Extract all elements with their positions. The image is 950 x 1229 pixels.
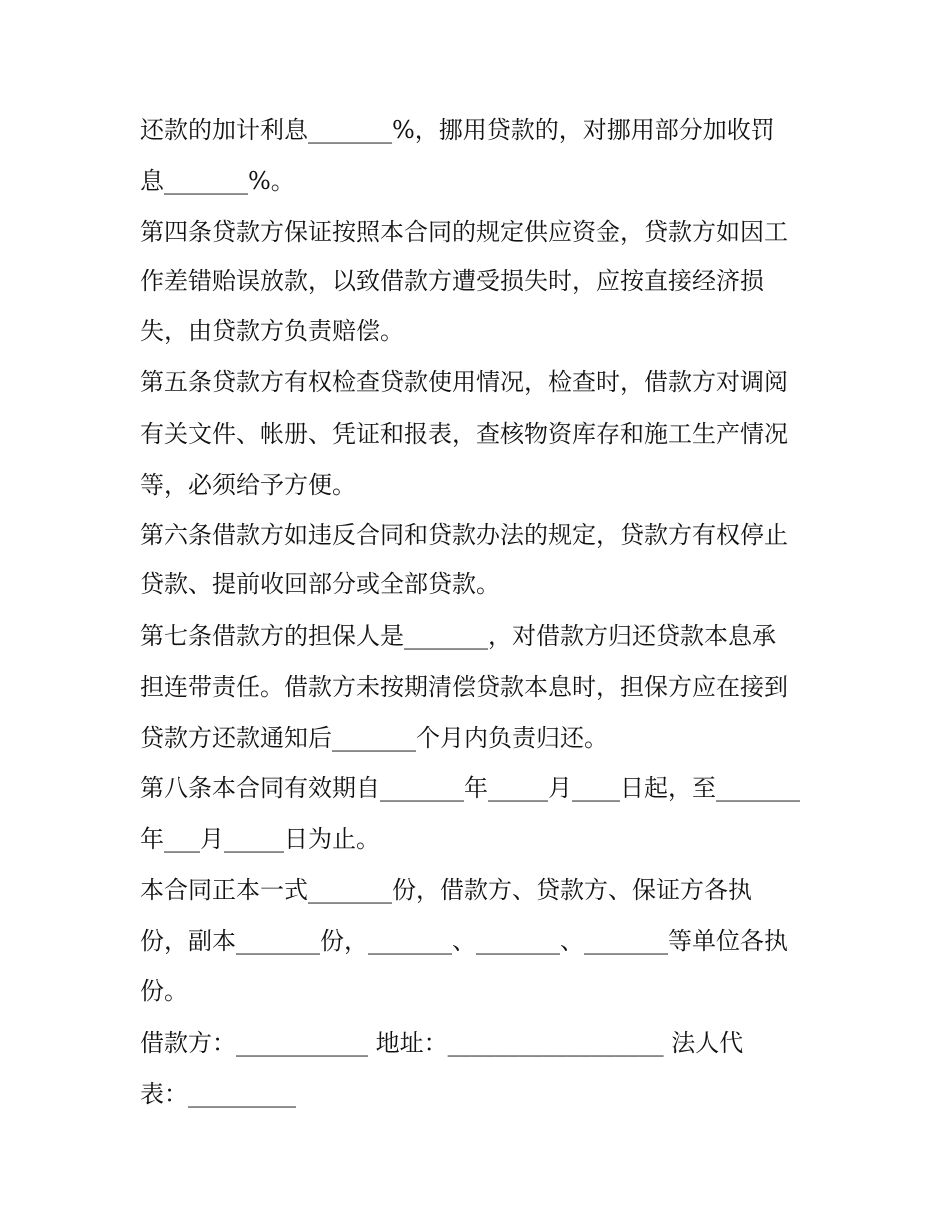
text-line: 第四条贷款方保证按照本合同的规定供应资金，贷款方如因工 [140,218,788,246]
text-line: 第五条贷款方有权检查贷款使用情况，检查时，借款方对调阅 [140,368,788,396]
text-line: 本合同正本一式_______份，借款方、贷款方、保证方各执 [140,876,752,904]
text-line: 担连带责任。借款方未按期清偿贷款本息时，担保方应在接到 [140,673,788,701]
text-line: 息_______%。 [140,167,295,195]
text-line: 份。 [140,977,188,1005]
text-line: 年___月_____日为止。 [140,825,380,853]
text-line: 作差错贻误放款，以致借款方遭受损失时，应按直接经济损 [140,267,764,295]
text-line: 第七条借款方的担保人是_______，对借款方归还贷款本息承 [140,622,776,650]
text-line: 失，由贷款方负责赔偿。 [140,317,404,345]
text-line: 借款方：___________ 地址：__________________ 法人代 [140,1029,744,1057]
text-line: 贷款方还款通知后_______个月内负责归还。 [140,724,608,752]
text-line: 第八条本合同有效期自_______年_____月____日起，至_______ [140,774,800,802]
text-line: 还款的加计利息_______%，挪用贷款的，对挪用部分加收罚 [140,116,775,144]
text-line: 有关文件、帐册、凭证和报表，查核物资库存和施工生产情况 [140,420,788,448]
text-line: 表：_________ [140,1080,296,1108]
text-line: 第六条借款方如违反合同和贷款办法的规定，贷款方有权停止 [140,521,788,549]
text-line: 份，副本_______份，_______、_______、_______等单位各执 [140,927,788,955]
text-line: 贷款、提前收回部分或全部贷款。 [140,570,500,598]
text-line: 等，必须给予方便。 [140,471,356,499]
